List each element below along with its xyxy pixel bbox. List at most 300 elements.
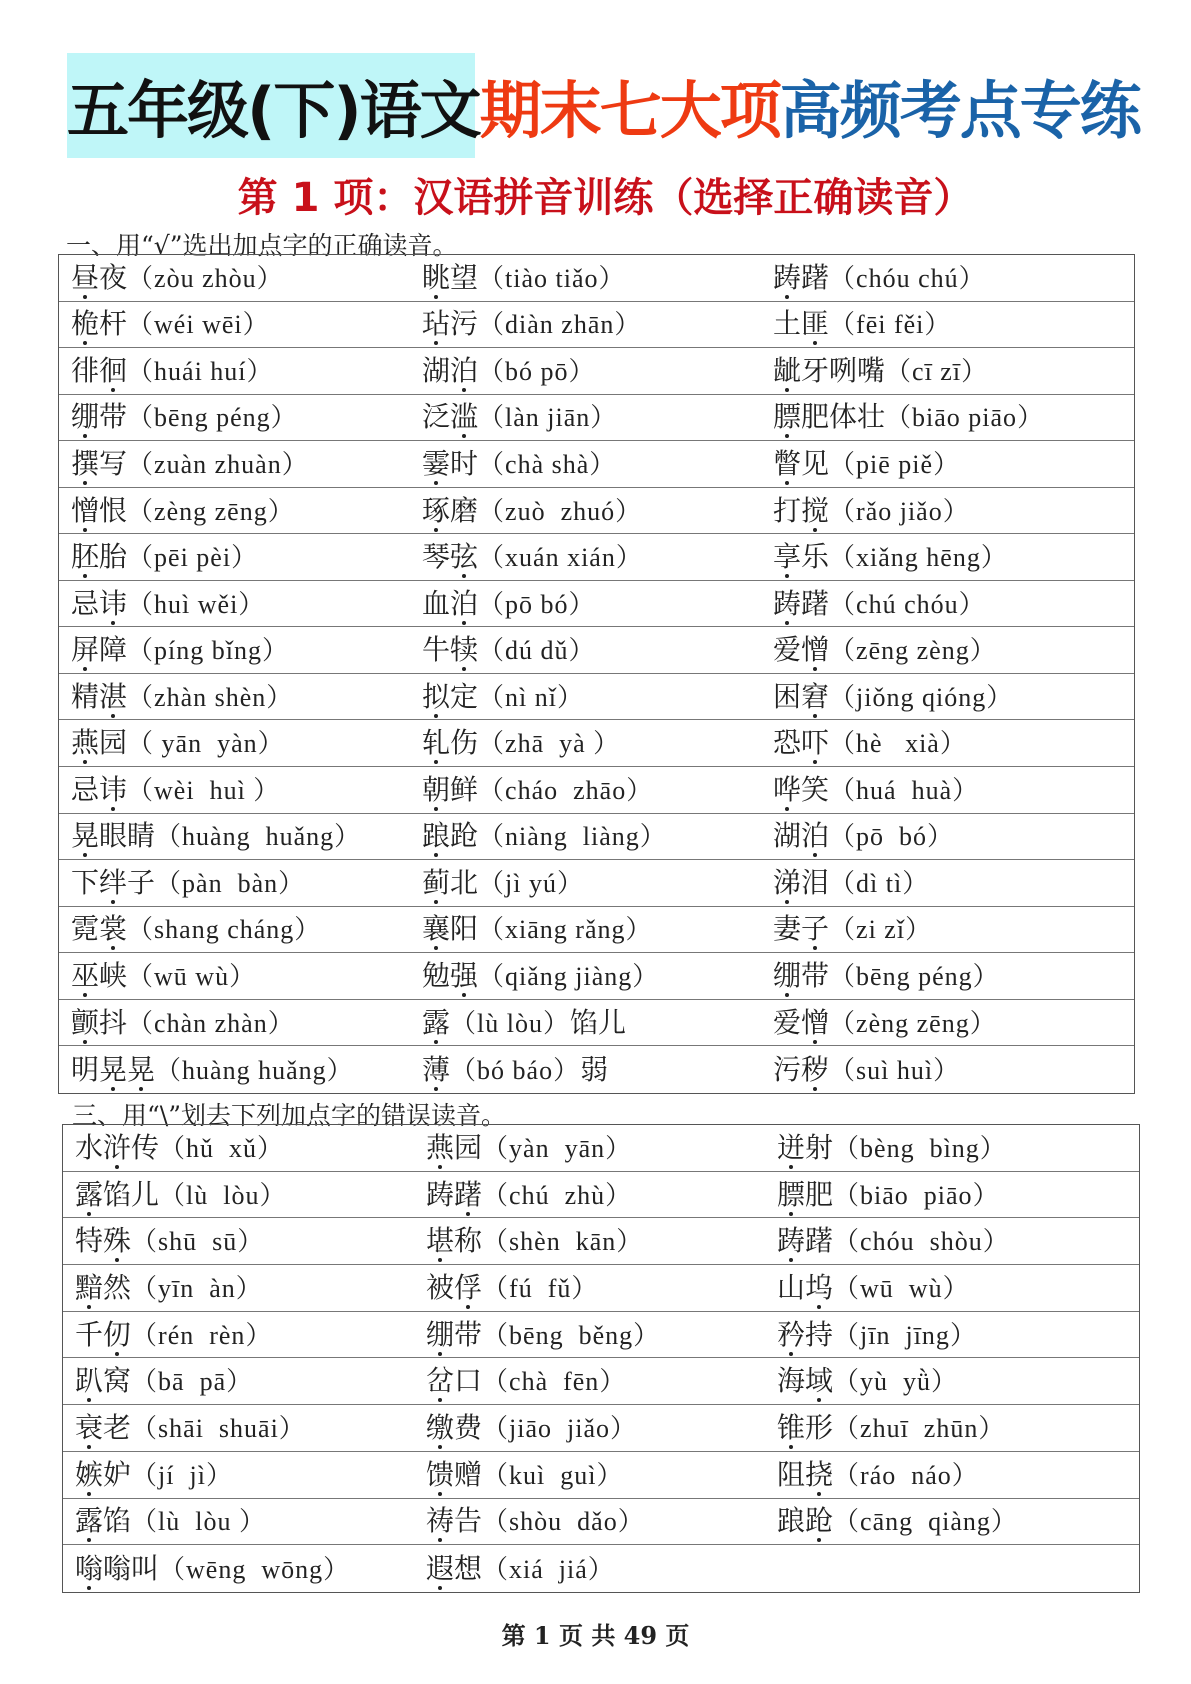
word-text: 下绊子	[71, 865, 156, 899]
word-text: 眺望	[422, 260, 479, 294]
pinyin-options: yù yǜ	[860, 1367, 932, 1397]
pinyin-open-paren: （	[127, 589, 155, 619]
word-item	[59, 679, 410, 713]
emphasis-dot-mark	[785, 900, 789, 904]
emphasis-dot-mark	[87, 1398, 91, 1402]
emphasis-dot-mark	[785, 993, 789, 997]
word-item	[761, 260, 1134, 294]
pinyin-options: lù lòu	[477, 1008, 543, 1038]
pinyin-options: bā pā	[158, 1367, 227, 1397]
pinyin-close-paren: ）	[253, 775, 281, 805]
pinyin-open-paren: （	[482, 1227, 510, 1257]
word-text: 迸射	[777, 1130, 834, 1164]
emphasis-dot-mark	[785, 574, 789, 578]
word-text: 被俘	[426, 1270, 483, 1304]
pinyin-open-paren: （	[478, 868, 506, 898]
pinyin-options: fēi fěi	[856, 310, 925, 340]
word-item	[59, 912, 410, 946]
word	[777, 1504, 834, 1538]
word	[773, 912, 830, 946]
pinyin-close-paren: ）	[587, 1554, 615, 1584]
word	[71, 726, 128, 760]
word	[773, 353, 886, 387]
word	[426, 1130, 483, 1164]
word-item	[63, 1317, 414, 1351]
word-item	[410, 912, 761, 946]
word-text: 困窘	[773, 679, 830, 713]
emphasis-dot-mark	[434, 853, 438, 857]
word-item	[410, 400, 761, 434]
word	[71, 1052, 156, 1086]
pinyin-options: pō bó	[856, 822, 928, 852]
word	[777, 1364, 834, 1398]
word-item	[414, 1130, 765, 1164]
pinyin-options: bó pō	[505, 356, 569, 386]
word-text: 黯然	[75, 1270, 132, 1304]
pinyin-close-paren: ）	[639, 822, 667, 852]
word-item	[63, 1504, 414, 1538]
word	[71, 633, 128, 667]
emphasis-dot-mark	[83, 760, 87, 764]
pinyin-close-paren: ）	[972, 1180, 1000, 1210]
word	[773, 446, 830, 480]
word-text: 踌躇	[777, 1224, 834, 1258]
pinyin-options: chóu chú	[856, 263, 959, 293]
pinyin-options: biāo piāo	[912, 403, 1018, 433]
pinyin-close-paren: ）	[942, 1273, 970, 1303]
emphasis-dot-mark	[438, 1258, 442, 1262]
emphasis-dot-mark	[438, 1398, 442, 1402]
emphasis-dot-mark	[462, 434, 466, 438]
emphasis-dot-mark	[83, 295, 87, 299]
pinyin-open-paren: （	[478, 449, 506, 479]
word-item	[761, 1052, 1134, 1086]
pinyin-open-paren: （	[127, 1008, 155, 1038]
pinyin-options: shū sū	[158, 1227, 238, 1257]
pinyin-options: shang cháng	[154, 915, 295, 945]
word-text: 土匪	[773, 307, 830, 341]
emphasis-dot-mark	[434, 341, 438, 345]
word-text: 特殊	[75, 1224, 132, 1258]
table-row	[63, 1405, 1139, 1452]
pinyin-options: bēng péng	[856, 961, 973, 991]
word	[71, 353, 128, 387]
emphasis-dot-mark	[434, 807, 438, 811]
pinyin-open-paren: （	[482, 1133, 510, 1163]
word-text: 趴窝	[75, 1364, 132, 1398]
emphasis-dot-mark	[434, 1040, 438, 1044]
word	[75, 1317, 132, 1351]
emphasis-dot-mark	[434, 1087, 438, 1091]
pinyin-close-paren: ）	[949, 1320, 977, 1350]
word	[773, 540, 830, 574]
title-part-exam: 期末七大项	[479, 74, 780, 147]
pinyin-open-paren: （	[127, 449, 155, 479]
emphasis-dot-mark	[87, 1586, 91, 1590]
pinyin-close-paren: ）	[246, 356, 274, 386]
word-text: 绷带	[71, 400, 128, 434]
pinyin-close-paren: ）	[229, 961, 257, 991]
word-item	[59, 493, 410, 527]
pinyin-options: làn jiān	[505, 403, 591, 433]
pinyin-close-paren: ）	[979, 1133, 1007, 1163]
word-item	[414, 1457, 765, 1491]
word-text: 薄	[422, 1052, 451, 1086]
pinyin-close-paren: ）	[590, 403, 618, 433]
word	[773, 400, 886, 434]
pinyin-options: dú dǔ	[505, 636, 569, 666]
emphasis-dot-mark	[434, 760, 438, 764]
pinyin-close-paren: ）	[568, 636, 596, 666]
pinyin-open-paren: （	[159, 1133, 187, 1163]
pinyin-close-paren: ）	[589, 449, 617, 479]
emphasis-dot-mark	[83, 574, 87, 578]
word-text: 恐吓	[773, 726, 830, 760]
word-text: 朝鲜	[422, 772, 479, 806]
word	[426, 1504, 483, 1538]
pinyin-open-paren: （	[131, 1320, 159, 1350]
word	[71, 958, 128, 992]
emphasis-dot-mark	[817, 1305, 821, 1309]
pinyin-close-paren: ）	[266, 682, 294, 712]
word	[422, 353, 479, 387]
pinyin-open-paren: （	[833, 1227, 861, 1257]
pinyin-open-paren: （	[478, 543, 506, 573]
word-item	[414, 1177, 765, 1211]
pinyin-options: nì nǐ	[505, 682, 557, 712]
pinyin-open-paren: （	[478, 822, 506, 852]
pinyin-close-paren: ）	[616, 1227, 644, 1257]
word-text: 爱憎	[773, 1005, 830, 1039]
word-item	[63, 1551, 414, 1585]
word-item	[410, 493, 761, 527]
pinyin-options: chú zhù	[509, 1180, 606, 1210]
pinyin-close-paren: ）	[596, 1460, 624, 1490]
pinyin-open-paren: （	[829, 1008, 857, 1038]
emphasis-dot-mark	[139, 1087, 143, 1091]
word-item	[410, 958, 761, 992]
pinyin-options: zhuī zhūn	[860, 1413, 979, 1443]
pinyin-open-paren: （	[131, 1367, 159, 1397]
pinyin-close-paren: ）	[958, 589, 986, 619]
table-row	[63, 1499, 1139, 1546]
pinyin-close-paren: ）	[326, 1055, 354, 1085]
word-item	[410, 679, 761, 713]
word-item	[761, 493, 1134, 527]
emphasis-dot-mark	[434, 946, 438, 950]
emphasis-dot-mark	[817, 1538, 821, 1542]
word-text: 桅杆	[71, 307, 128, 341]
pinyin-close-paren: ）	[961, 356, 989, 386]
word	[773, 307, 830, 341]
word	[773, 493, 830, 527]
emphasis-dot-mark	[462, 621, 466, 625]
word-text: 屏障	[71, 633, 128, 667]
pinyin-options: jì yú	[505, 868, 557, 898]
word-item	[63, 1457, 414, 1491]
pinyin-options: rǎo jiǎo	[856, 496, 943, 526]
pinyin-options: yān yàn	[154, 729, 258, 759]
pinyin-options: hè xià	[856, 729, 940, 759]
pinyin-close-paren: ）	[632, 961, 660, 991]
pinyin-options: huái huí	[154, 356, 247, 386]
word	[777, 1410, 834, 1444]
pinyin-options: shāi shuāi	[158, 1413, 279, 1443]
word-text: 湖泊	[773, 819, 830, 853]
pinyin-options: jiāo jiǎo	[509, 1413, 611, 1443]
word-item	[765, 1130, 1139, 1164]
pinyin-options: bēng běng	[509, 1320, 634, 1350]
pinyin-open-paren: （	[478, 775, 506, 805]
pinyin-options: wéi wēi	[154, 310, 243, 340]
pinyin-open-paren: （	[829, 822, 857, 852]
pinyin-close-paren: ）	[556, 868, 584, 898]
word-text: 颤抖	[71, 1005, 128, 1039]
section2-table	[62, 1124, 1140, 1593]
word-item	[63, 1177, 414, 1211]
word-item	[410, 540, 761, 574]
word	[773, 679, 830, 713]
pinyin-close-paren: ）	[571, 1273, 599, 1303]
pinyin-open-paren: （	[885, 403, 913, 433]
pinyin-close-paren: ）	[933, 1055, 961, 1085]
word-text: 缴费	[426, 1410, 483, 1444]
word-item	[410, 446, 761, 480]
word-text: 憎恨	[71, 493, 128, 527]
word-item	[59, 958, 410, 992]
emphasis-dot-mark	[87, 1445, 91, 1449]
pinyin-options: bó báo	[477, 1055, 554, 1085]
word-suffix: 馅儿	[570, 1005, 627, 1039]
word-text: 忌讳	[71, 772, 128, 806]
emphasis-dot-mark	[438, 1445, 442, 1449]
pinyin-open-paren: （	[829, 589, 857, 619]
pinyin-open-paren: （	[127, 961, 155, 991]
pinyin-open-paren: （	[829, 915, 857, 945]
emphasis-dot-mark	[462, 574, 466, 578]
word	[426, 1270, 483, 1304]
word-item	[414, 1364, 765, 1398]
word	[426, 1410, 483, 1444]
table-row	[59, 1000, 1134, 1047]
pinyin-open-paren: （	[155, 1055, 183, 1085]
word	[773, 1005, 830, 1039]
table-row	[63, 1312, 1139, 1359]
word	[71, 586, 128, 620]
word-item	[765, 1457, 1139, 1491]
pinyin-close-paren: ）	[267, 1008, 295, 1038]
word	[75, 1224, 132, 1258]
emphasis-dot-mark	[813, 667, 817, 671]
pinyin-open-paren: （	[127, 775, 155, 805]
table-row	[63, 1172, 1139, 1219]
emphasis-dot-mark	[813, 853, 817, 857]
word-item	[410, 865, 761, 899]
word-item	[765, 1504, 1139, 1538]
pinyin-open-paren: （	[885, 356, 913, 386]
section2-heading: 三、用“\”划去下列加点字的错误读音。	[72, 1101, 506, 1130]
pinyin-options: bèng bìng	[860, 1133, 980, 1163]
emphasis-dot-mark	[111, 807, 115, 811]
pinyin-open-paren: （	[829, 682, 857, 712]
word	[422, 1005, 451, 1039]
emphasis-dot-mark	[785, 434, 789, 438]
emphasis-dot-mark	[83, 341, 87, 345]
emphasis-dot-mark	[817, 1398, 821, 1402]
word-text: 撰写	[71, 446, 128, 480]
word-text: 露馅儿	[75, 1177, 160, 1211]
word	[422, 586, 479, 620]
pinyin-close-paren: ）	[605, 1180, 633, 1210]
pinyin-options: zòu zhòu	[154, 263, 257, 293]
pinyin-options: zhā yà	[505, 729, 594, 759]
pinyin-open-paren: （	[478, 589, 506, 619]
subtitle: 第 1 项：汉语拼音训练（选择正确读音）	[237, 175, 974, 221]
word-text: 阻挠	[777, 1457, 834, 1491]
emphasis-dot-mark	[115, 1258, 119, 1262]
pinyin-close-paren: ）	[294, 915, 322, 945]
table-row	[59, 953, 1134, 1000]
pinyin-close-paren: ）	[969, 1008, 997, 1038]
word	[773, 865, 830, 899]
emphasis-dot-mark	[83, 481, 87, 485]
pinyin-open-paren: （	[131, 1507, 159, 1537]
pinyin-options: fú fǔ	[509, 1273, 572, 1303]
pinyin-close-paren: ）	[958, 263, 986, 293]
emphasis-dot-mark	[87, 1538, 91, 1542]
pinyin-close-paren: ）	[1017, 403, 1045, 433]
word	[75, 1551, 160, 1585]
emphasis-dot-mark	[813, 1087, 817, 1091]
pinyin-close-paren: ）	[990, 1507, 1018, 1537]
emphasis-dot-mark	[438, 1492, 442, 1496]
word-text: 徘徊	[71, 353, 128, 387]
word-text: 嫉妒	[75, 1457, 132, 1491]
title-part-practice: 高频考点专练	[779, 74, 1140, 147]
pinyin-options: dì tì	[856, 868, 903, 898]
emphasis-dot-mark	[111, 946, 115, 950]
table-row	[59, 441, 1134, 488]
pinyin-close-paren: ）	[245, 1320, 273, 1350]
word	[75, 1270, 132, 1304]
pinyin-open-paren: （	[131, 1227, 159, 1257]
word-item	[761, 540, 1134, 574]
pinyin-close-paren: ）	[931, 1367, 959, 1397]
word-item	[59, 865, 410, 899]
pinyin-close-paren: ）	[278, 1413, 306, 1443]
page-number: 第 1 页 共 49 页	[501, 1621, 690, 1650]
emphasis-dot-mark	[434, 900, 438, 904]
word-text: 燕园	[71, 726, 128, 760]
table-row	[59, 395, 1134, 442]
emphasis-dot-mark	[466, 1212, 470, 1216]
pinyin-close-paren: ）	[972, 961, 1000, 991]
word-text: 膘肥	[777, 1177, 834, 1211]
pinyin-open-paren: （	[833, 1273, 861, 1303]
pinyin-close-paren: ）	[924, 310, 952, 340]
word-text: 踌躇	[773, 260, 830, 294]
word-text: 遐想	[426, 1551, 483, 1585]
pinyin-close-paren: ）	[270, 403, 298, 433]
word-item	[761, 772, 1134, 806]
pinyin-close-paren: ）	[605, 1133, 633, 1163]
pinyin-open-paren: （	[478, 961, 506, 991]
pinyin-open-paren: （	[482, 1413, 510, 1443]
pinyin-close-paren: ）	[261, 636, 289, 666]
word-text: 湖泊	[422, 353, 479, 387]
word-text: 千仞	[75, 1317, 132, 1351]
pinyin-options: hǔ xǔ	[186, 1133, 258, 1163]
pinyin-close-paren: ）	[323, 1554, 351, 1584]
pinyin-open-paren: （	[833, 1133, 861, 1163]
emphasis-dot-mark	[434, 481, 438, 485]
word	[426, 1364, 483, 1398]
pinyin-close-paren: ）	[267, 496, 295, 526]
pinyin-open-paren: （	[829, 729, 857, 759]
word-text: 巫峡	[71, 958, 128, 992]
pinyin-options: diàn zhān	[505, 310, 615, 340]
word-text: 祷告	[426, 1504, 483, 1538]
word	[426, 1317, 483, 1351]
word	[75, 1410, 132, 1444]
pinyin-options: huàng huǎng	[182, 822, 335, 852]
word	[773, 260, 830, 294]
word-item	[410, 1005, 761, 1039]
word	[71, 446, 128, 480]
word	[773, 958, 830, 992]
pinyin-open-paren: （	[482, 1507, 510, 1537]
word	[75, 1130, 160, 1164]
word	[422, 307, 479, 341]
pinyin-options: xuán xián	[505, 543, 616, 573]
pinyin-close-paren: ）	[927, 822, 955, 852]
pinyin-options: xiǎng hēng	[856, 543, 981, 573]
page-title	[67, 53, 1140, 158]
word-item	[761, 1005, 1134, 1039]
word-item	[761, 446, 1134, 480]
word-text: 涕泪	[773, 865, 830, 899]
pinyin-open-paren: （	[478, 682, 506, 712]
emphasis-dot-mark	[111, 621, 115, 625]
word-item	[410, 772, 761, 806]
emphasis-dot-mark	[111, 900, 115, 904]
pinyin-open-paren: （	[478, 356, 506, 386]
pinyin-close-paren: ）	[278, 868, 306, 898]
emphasis-dot-mark	[813, 528, 817, 532]
pinyin-options: chà fēn	[509, 1367, 600, 1397]
pinyin-open-paren: （	[127, 356, 155, 386]
word-item	[410, 819, 761, 853]
word	[422, 633, 479, 667]
pinyin-open-paren: （	[478, 403, 506, 433]
pinyin-close-paren: ）	[633, 1320, 661, 1350]
pinyin-close-paren: ）	[556, 682, 584, 712]
word	[426, 1551, 483, 1585]
word	[777, 1317, 834, 1351]
word-text: 霓裳	[71, 912, 128, 946]
emphasis-dot-mark	[83, 1040, 87, 1044]
word	[773, 819, 830, 853]
pinyin-options: pàn bàn	[182, 868, 279, 898]
word-item	[765, 1364, 1139, 1398]
word-text: 绷带	[426, 1317, 483, 1351]
word-item	[761, 819, 1134, 853]
emphasis-dot-mark	[438, 1165, 442, 1169]
word-item	[765, 1177, 1139, 1211]
table-row	[59, 627, 1134, 674]
word-item	[410, 586, 761, 620]
word-item	[59, 726, 410, 760]
